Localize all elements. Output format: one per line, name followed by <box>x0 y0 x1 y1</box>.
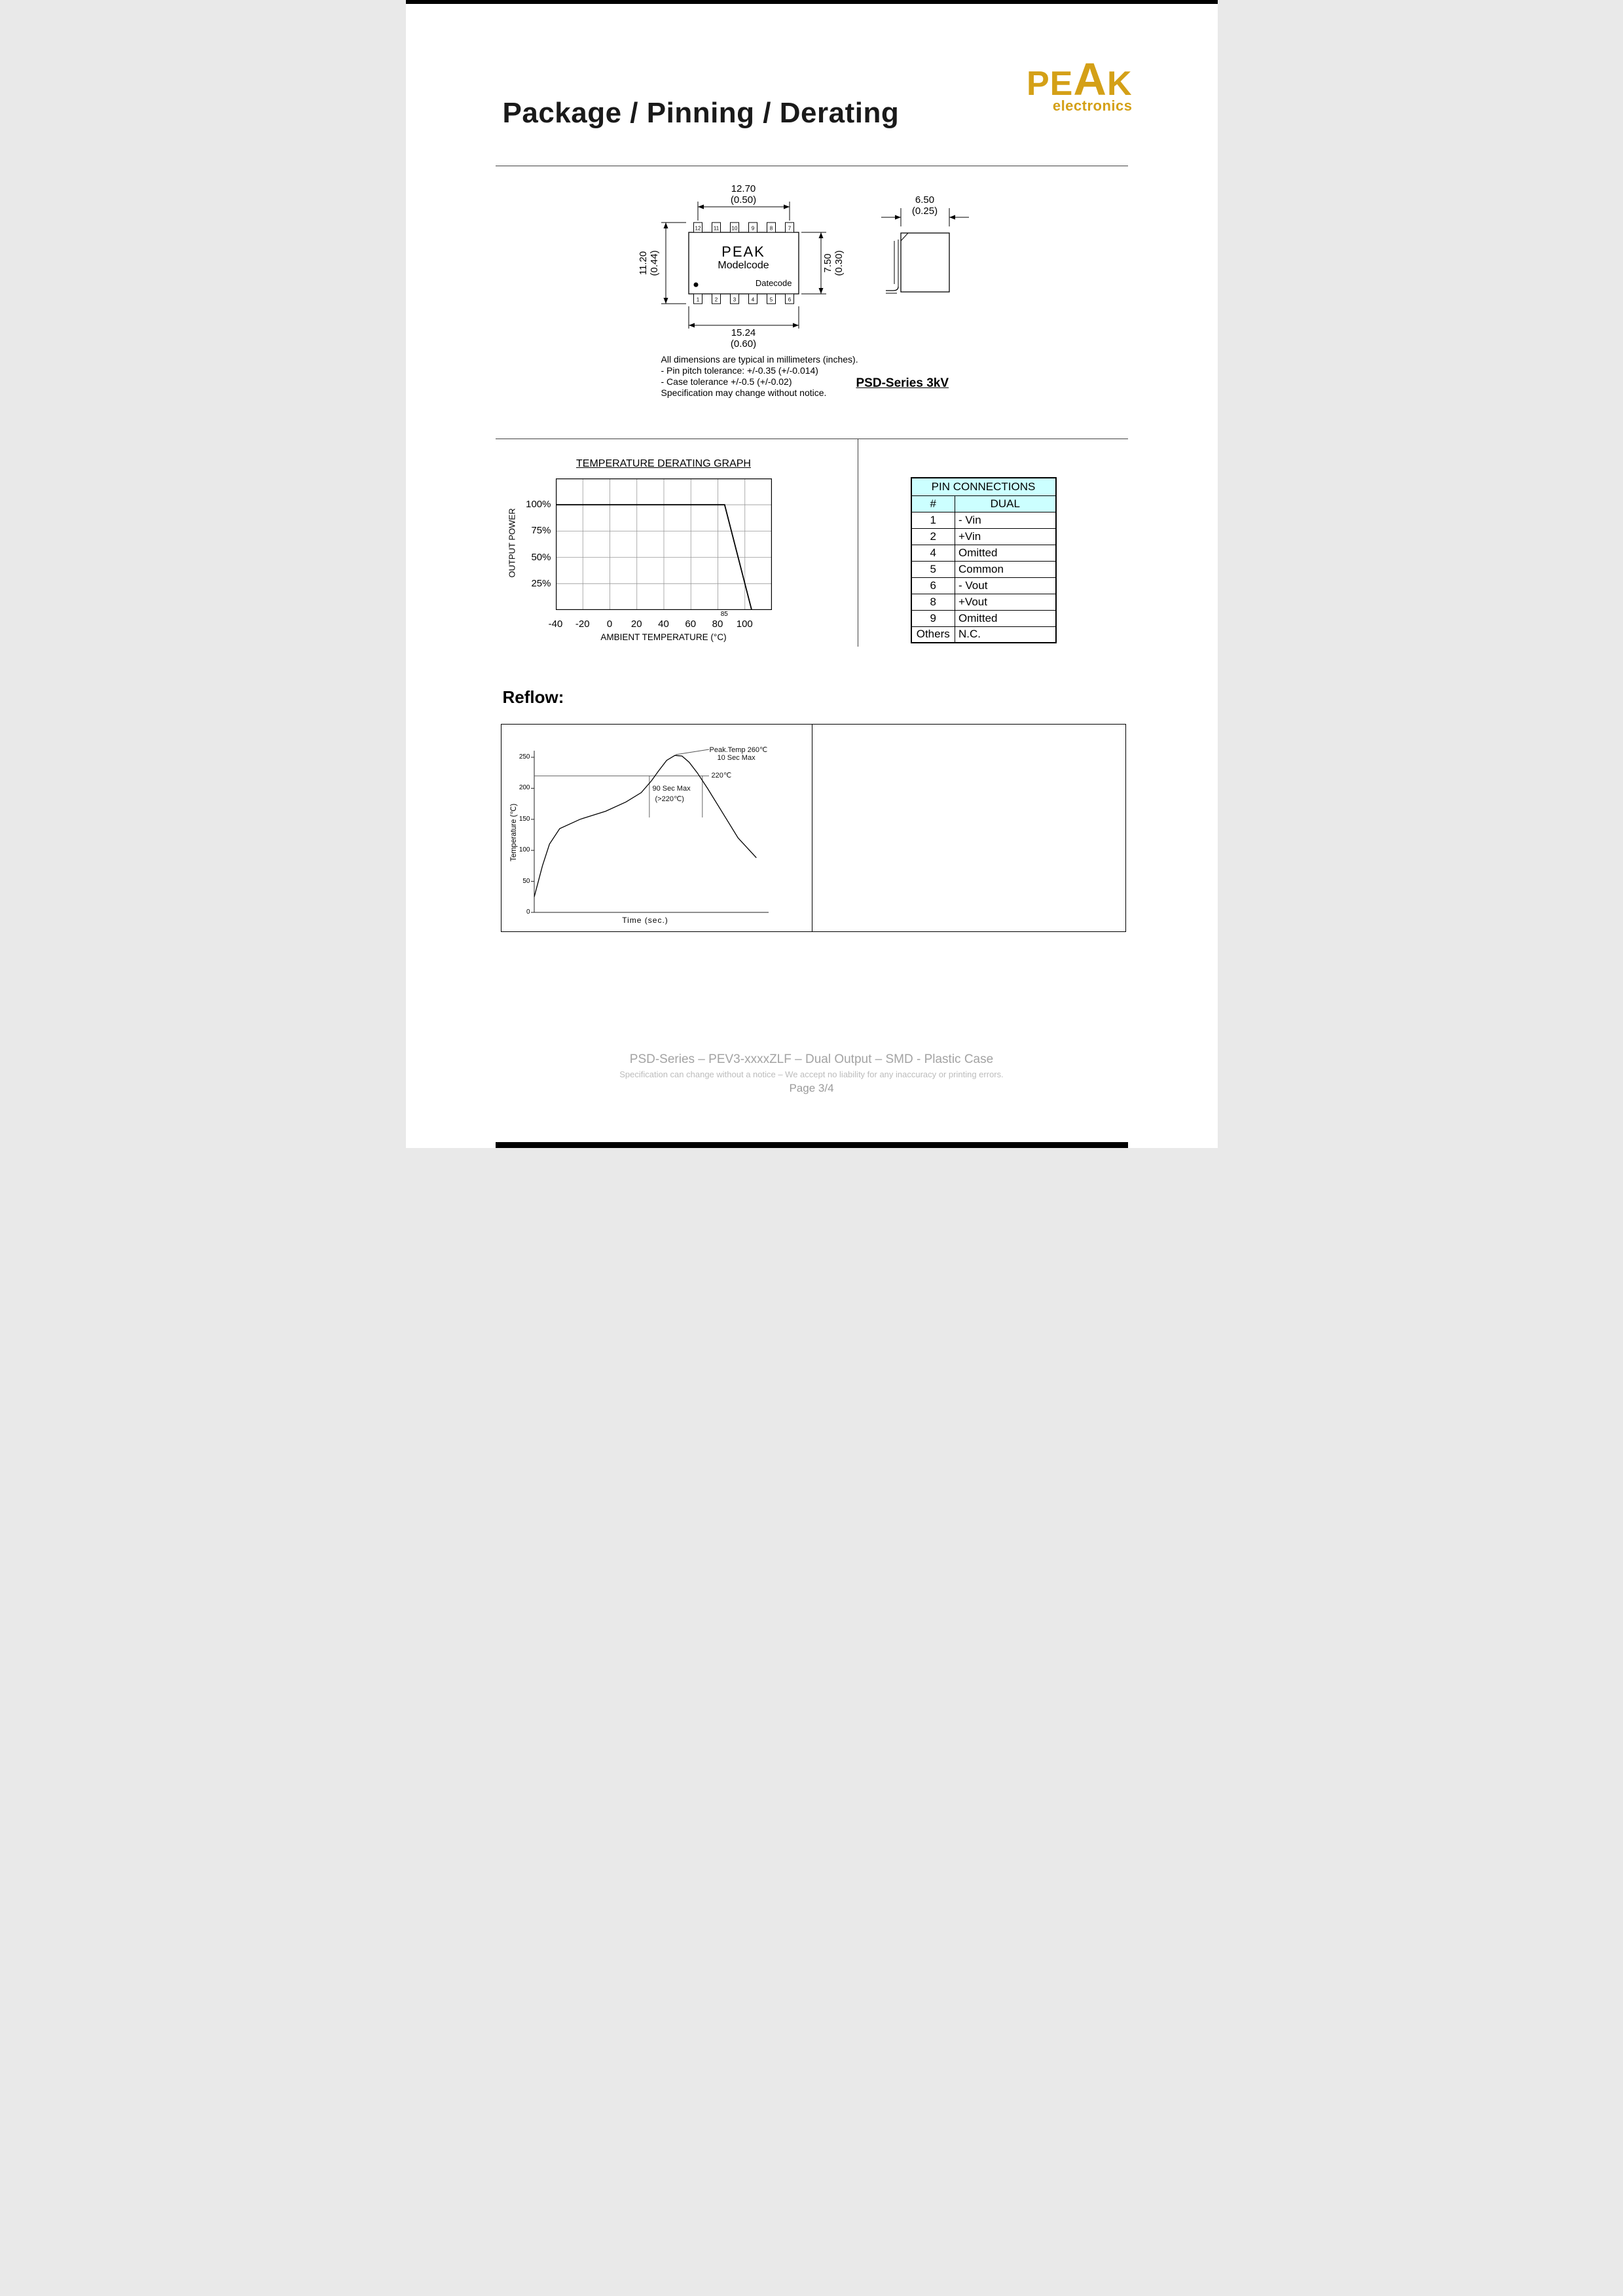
dim-body-width-in: (0.60) <box>730 338 757 350</box>
dim-body-height-in: (0.30) <box>833 250 845 276</box>
pin-number: Others <box>911 626 955 643</box>
dim-side-depth-mm: 6.50 <box>915 194 935 206</box>
pin-table-row <box>911 512 1056 528</box>
derating-ytick: 50% <box>531 551 551 563</box>
reflow-heading: Reflow: <box>502 687 564 707</box>
pin-function: - Vout <box>955 577 1056 594</box>
reflow-ytick: 50 <box>522 877 530 885</box>
svg-text:8: 8 <box>769 225 773 232</box>
note-line: - Case tolerance +/-0.5 (+/-0.02) <box>661 376 792 387</box>
page-title: Package / Pinning / Derating <box>502 97 900 129</box>
reflow-ytick: 250 <box>519 753 530 761</box>
reflow-chart-panel <box>501 725 812 931</box>
dimension-notes <box>661 354 858 399</box>
pin-function: +Vin <box>955 528 1056 545</box>
derating-x-axis-label: AMBIENT TEMPERATURE (°C) <box>600 632 727 642</box>
derating-xtick: 20 <box>630 619 642 630</box>
derating-ytick: 75% <box>531 525 551 537</box>
dim-body-width <box>711 327 776 350</box>
pin-table-header-row <box>911 495 1056 512</box>
pin-function: +Vout <box>955 594 1056 610</box>
reflow-ytick: 100 <box>519 846 530 854</box>
footer-series-line: PSD-Series – PEV3-xxxxZLF – Dual Output – SMD - Plastic Case <box>629 1052 994 1066</box>
svg-text:5: 5 <box>769 296 773 303</box>
dim-pin-span <box>711 183 776 206</box>
svg-text:10: 10 <box>731 225 737 232</box>
svg-text:7: 7 <box>788 225 791 232</box>
reflow-ytick: 0 <box>526 908 530 916</box>
svg-text:4: 4 <box>751 296 754 303</box>
pin-number: 4 <box>911 545 955 561</box>
page-footer <box>406 1052 1218 1095</box>
logo-k: K <box>1106 65 1133 103</box>
reflow-ref-temp-annotation: 220℃ <box>711 772 732 780</box>
reflow-ytick: 200 <box>519 784 530 792</box>
note-line: Specification may change without notice. <box>661 387 827 398</box>
derating-xtick: -40 <box>548 619 563 630</box>
pin-function: Omitted <box>955 545 1056 561</box>
derating-xtick: 80 <box>712 619 723 630</box>
svg-text:12: 12 <box>695 225 701 232</box>
reflow-window-annotation2: (>220℃) <box>655 795 684 803</box>
dim-pin-span-mm: 12.70 <box>731 183 756 194</box>
reflow-window-annotation: 90 Sec Max <box>652 785 691 793</box>
dim-body-width-mm: 15.24 <box>731 327 756 338</box>
derating-chart-title: TEMPERATURE DERATING GRAPH <box>576 458 751 469</box>
derating-xtick: 60 <box>685 619 697 630</box>
peak-logo-subtext: electronics <box>1052 98 1133 114</box>
pin-number: 5 <box>911 561 955 577</box>
pin-number: 1 <box>911 512 955 528</box>
derating-ytick: 100% <box>526 499 551 511</box>
logo-pe: PE <box>1027 65 1074 103</box>
svg-text:2: 2 <box>714 296 718 303</box>
pin-table-row <box>911 594 1056 610</box>
package-side-view <box>901 233 949 292</box>
derating-xtick: 0 <box>606 619 613 630</box>
footer-disclaimer: Specification can change without a notice – We accept no liability for any inaccuracy or printing errors. <box>619 1069 1004 1079</box>
reflow-ytick: 150 <box>519 815 530 823</box>
package-datecode: Datecode <box>755 278 792 288</box>
reflow-empty-panel <box>812 725 1125 931</box>
pin-table-col-number: # <box>911 495 955 512</box>
dim-side-depth <box>892 194 958 217</box>
dim-overall-height <box>638 235 664 291</box>
pin-number: 9 <box>911 610 955 626</box>
svg-text:11: 11 <box>713 225 719 232</box>
dim-overall-height-mm: 11.20 <box>637 251 649 276</box>
svg-text:3: 3 <box>733 296 736 303</box>
page-number: Page 3/4 <box>789 1082 834 1094</box>
datasheet-page <box>406 0 1218 1148</box>
derating-xtick: -20 <box>575 619 590 630</box>
pin-table-row <box>911 610 1056 626</box>
derating-chart <box>556 478 772 610</box>
dim-overall-height-in: (0.44) <box>648 250 660 276</box>
dim-pin-span-in: (0.50) <box>730 194 757 206</box>
reflow-peak-annotation: Peak.Temp 260℃ <box>709 746 768 754</box>
pin-connections-table <box>911 477 1057 643</box>
logo-big-a: A <box>1073 54 1107 105</box>
package-modelcode: Modelcode <box>718 260 769 271</box>
derating-xtick: 40 <box>658 619 669 630</box>
pin-table-col-dual: DUAL <box>955 495 1056 512</box>
svg-text:1: 1 <box>696 296 699 303</box>
dim-body-height-mm: 7.50 <box>822 253 833 273</box>
peak-logo <box>992 54 1133 115</box>
pin-function: Common <box>955 561 1056 577</box>
reflow-chart <box>501 725 812 933</box>
pin-table-row <box>911 561 1056 577</box>
reflow-y-axis-label: Temperature (℃) <box>509 803 518 862</box>
pin-table-row <box>911 528 1056 545</box>
derating-y-axis-label: OUTPUT POWER <box>507 508 517 578</box>
dim-side-depth-in: (0.25) <box>911 206 938 217</box>
pin-function: - Vin <box>955 512 1056 528</box>
bottom-edge-bar <box>496 1142 1128 1148</box>
derating-knee-label: 85 <box>720 611 728 618</box>
dim-body-height <box>822 235 848 291</box>
svg-text:6: 6 <box>788 296 791 303</box>
pin-table-title: PIN CONNECTIONS <box>911 478 1056 495</box>
package-brand: PEAK <box>721 243 765 260</box>
svg-text:9: 9 <box>751 225 754 232</box>
pin-number: 6 <box>911 577 955 594</box>
pin-table-row <box>911 626 1056 643</box>
pin-table-row <box>911 545 1056 561</box>
note-line: - Pin pitch tolerance: +/-0.35 (+/-0.014) <box>661 365 818 376</box>
derating-ytick: 25% <box>531 577 551 589</box>
pin-table-row <box>911 577 1056 594</box>
note-line: All dimensions are typical in millimeters (inches). <box>661 354 858 365</box>
derating-xtick: 100 <box>736 619 753 630</box>
pin-function: Omitted <box>955 610 1056 626</box>
reflow-peak-duration-annotation: 10 Sec Max <box>717 754 756 762</box>
reflow-x-axis-label: Time (sec.) <box>622 916 668 925</box>
pin-table-title-row <box>911 478 1056 495</box>
series-label: PSD-Series 3kV <box>856 376 949 390</box>
pin-number: 2 <box>911 528 955 545</box>
pin-number: 8 <box>911 594 955 610</box>
top-edge-bar <box>406 0 1218 4</box>
pin-function: N.C. <box>955 626 1056 643</box>
reflow-section <box>501 724 1126 932</box>
